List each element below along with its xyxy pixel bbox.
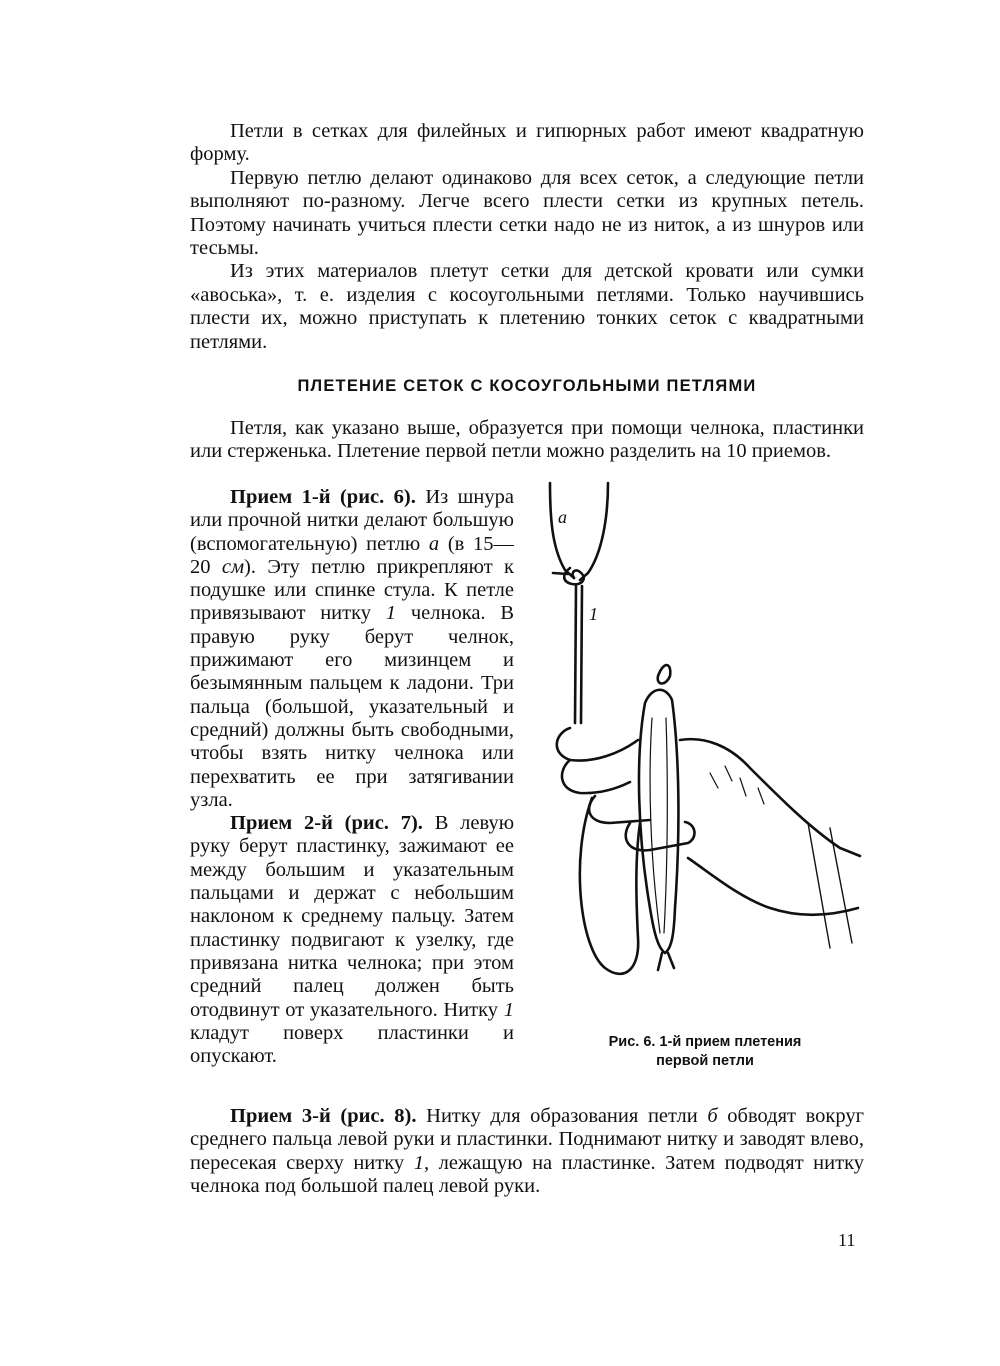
step1-text-c: ). Эту петлю прикрепляют к подушке или спинке стула. К петле привязывают нитку	[190, 555, 514, 625]
step3-text-a: Нитку для образования петли	[426, 1105, 698, 1127]
step1-thread-number: 1	[385, 602, 397, 625]
shuttle-top-ring	[658, 665, 671, 683]
hand-shuttle-illustration	[540, 478, 870, 1018]
loop-a-left-cord	[550, 483, 574, 578]
step1-label: Прием 1-й (рис. 6).	[230, 486, 416, 508]
figure-6-hand-shuttle	[540, 478, 870, 1018]
figure-label-a: а	[558, 507, 567, 527]
step2-text-a: В левую руку берут пластинку, зажимают ее между большим и указательным пальцами и держат с небольшим наклоном к среднему пальцу. Затем пластинку подвигают к узелку, где привязана нитка челнока; при этом средний палец должен быть отодвинут от указательного. Нитку	[190, 812, 515, 1021]
ring-finger	[626, 822, 695, 850]
section-intro	[190, 417, 864, 464]
shuttle-thread-right	[581, 586, 582, 723]
step1-letter-a: а	[428, 532, 440, 555]
step2-text-b: кладут поверх пластинки и опускают.	[190, 1021, 514, 1068]
step2-label: Прием 2-й (рис. 7).	[230, 812, 423, 835]
section-intro-paragraph: Петля, как указано выше, образуется при помощи челнока, пластинки или стерженька. Плетение первой петли можно разделить на 10 приемов.	[190, 417, 864, 463]
figure-caption	[560, 1033, 850, 1071]
step3-paragraph	[190, 1105, 864, 1199]
step1-text-a: Из шнура или прочной нитки делают большую (вспомогательную) петлю	[190, 486, 515, 555]
intro-paragraph-2: Первую петлю делают одинаково для всех сеток, а следующие петли выполняют по-разному. Легче всего плести сетки из крупных петель. Поэтому начинать учиться плести сетки надо не из ниток, а из шнуров или тесьмы.	[190, 166, 864, 260]
intro-paragraph-3: Из этих материалов плетут сетки для детской кровати или сумки «авоська», т. е. изделия с косоугольными петлями. Только научившись плести их, можно приступать к плетению тонких сеток с квадратными петлями.	[190, 260, 864, 353]
step3-text-c: лежащую на пластинке. Затем подводят нитку челнока под большой палец левой руки.	[190, 1151, 865, 1198]
step3-label: Прием 3-й (рис. 8).	[230, 1105, 417, 1127]
knot	[553, 568, 584, 584]
loop-a-right-cord	[580, 483, 608, 580]
step3-text-b: обводят вокруг среднего пальца левой руки и пластинки. Поднимают нитку и заводят влево, пересекая сверху нитку	[190, 1105, 864, 1174]
shuttle-thread-left	[575, 586, 576, 723]
caption-line-2: первой петли	[656, 1053, 754, 1069]
step3-thread-number: 1,	[413, 1151, 430, 1174]
step2-thread-number: 1	[503, 998, 515, 1021]
caption-line-1: Рис. 6. 1-й прием плетения	[608, 1034, 802, 1050]
hand-back	[680, 739, 860, 856]
step3-letter-b: б	[707, 1105, 718, 1127]
figure-label-1: 1	[589, 604, 598, 624]
step1-text-d: челнока. В правую руку берут челнок, прижимают его мизинцем и безымянным пальцем к ладони. Три пальца (большой, указательный и средний) должны быть свободными, чтобы взять нитку челнока или перехватить ее при затягивании узла.	[190, 602, 515, 811]
hand-palm-edge	[688, 858, 858, 915]
intro-text	[190, 120, 864, 354]
step1-text-b: (в 15—20	[190, 532, 515, 578]
section-heading: ПЛЕТЕНИЕ СЕТОК С КОСОУГОЛЬНЫМИ ПЕТЛЯМИ	[297, 377, 757, 395]
step1-unit: см	[221, 555, 245, 578]
index-finger	[562, 760, 630, 793]
shuttle-bottom-tip	[658, 953, 674, 970]
thumb	[557, 728, 638, 761]
step1-paragraph	[190, 486, 514, 1068]
hanging-thread-loop	[580, 798, 640, 974]
page-number: 11	[838, 1230, 856, 1250]
intro-paragraph-1: Петли в сетках для филейных и гипюрных работ имеют квадратную форму.	[190, 120, 864, 166]
